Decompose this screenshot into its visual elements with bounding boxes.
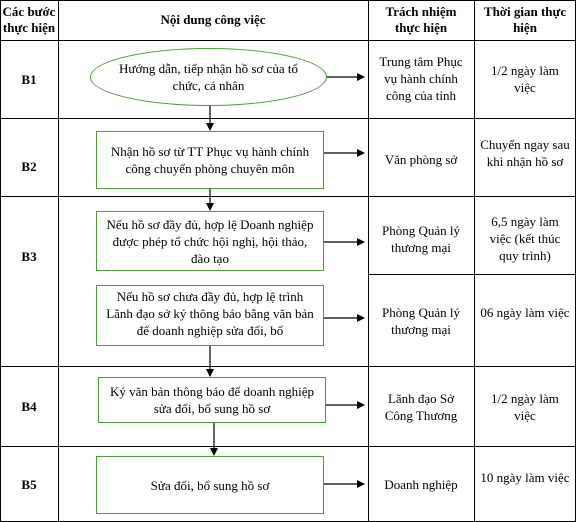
step-b3-no-box: Nếu hồ sơ chưa đầy đủ, hợp lệ trình Lãnh đạo sở ký thông báo bằng văn bản để doanh nghiệp sửa đổi, bổ xyxy=(96,285,324,346)
time-b5: 10 ngày làm việc xyxy=(480,470,570,485)
responsibility-b1: Trung tâm Phục vụ hành chính công của tỉnh xyxy=(379,54,463,103)
header-responsibility: Trách nhiệm thực hiện xyxy=(385,4,457,35)
header-content: Nội dung công việc xyxy=(160,12,266,27)
header-steps: Các bước thực hiện xyxy=(2,4,56,35)
time-b1: 1/2 ngày làm việc xyxy=(491,63,559,95)
step-b3-yes-box: Nếu hồ sơ đầy đủ, hợp lệ Doanh nghiệp được phép tổ chức hội nghị, hội thảo, đào tạo xyxy=(96,211,324,271)
responsibility-b5: Doanh nghiệp xyxy=(384,477,458,492)
time-b2: Chuyển ngay sau khi nhận hồ sơ xyxy=(480,137,570,169)
responsibility-b2: Văn phòng sở xyxy=(384,152,458,167)
step-label-b5: B5 xyxy=(21,477,37,492)
responsibility-b3-no: Phòng Quản lý thương mại xyxy=(382,305,460,337)
responsibility-b3-yes: Phòng Quản lý thương mại xyxy=(382,223,460,255)
step-b5-box: Sửa đổi, bổ sung hồ sơ xyxy=(96,456,324,514)
time-b4: 1/2 ngày làm việc xyxy=(491,391,559,423)
responsibility-b4: Lãnh đạo Sở Công Thương xyxy=(384,391,458,423)
step-label-b1: B1 xyxy=(21,72,37,87)
step-b4-box: Ký văn bản thông báo để doanh nghiệp sửa đổi, bổ sung hồ sơ xyxy=(98,377,326,423)
header-time: Thời gian thực hiện xyxy=(483,4,567,35)
step-b1-oval: Hướng dẫn, tiếp nhận hồ sơ của tổ chức, cá nhân xyxy=(90,48,327,106)
time-b3-no: 06 ngày làm việc xyxy=(480,305,570,320)
step-b2-box: Nhận hồ sơ từ TT Phục vụ hành chính công chuyển phòng chuyên môn xyxy=(96,131,324,189)
step-label-b3: B3 xyxy=(21,249,37,264)
step-label-b4: B4 xyxy=(21,399,37,414)
time-b3-yes: 6,5 ngày làm việc (kết thúc quy trình) xyxy=(489,214,561,263)
step-label-b2: B2 xyxy=(21,159,37,174)
